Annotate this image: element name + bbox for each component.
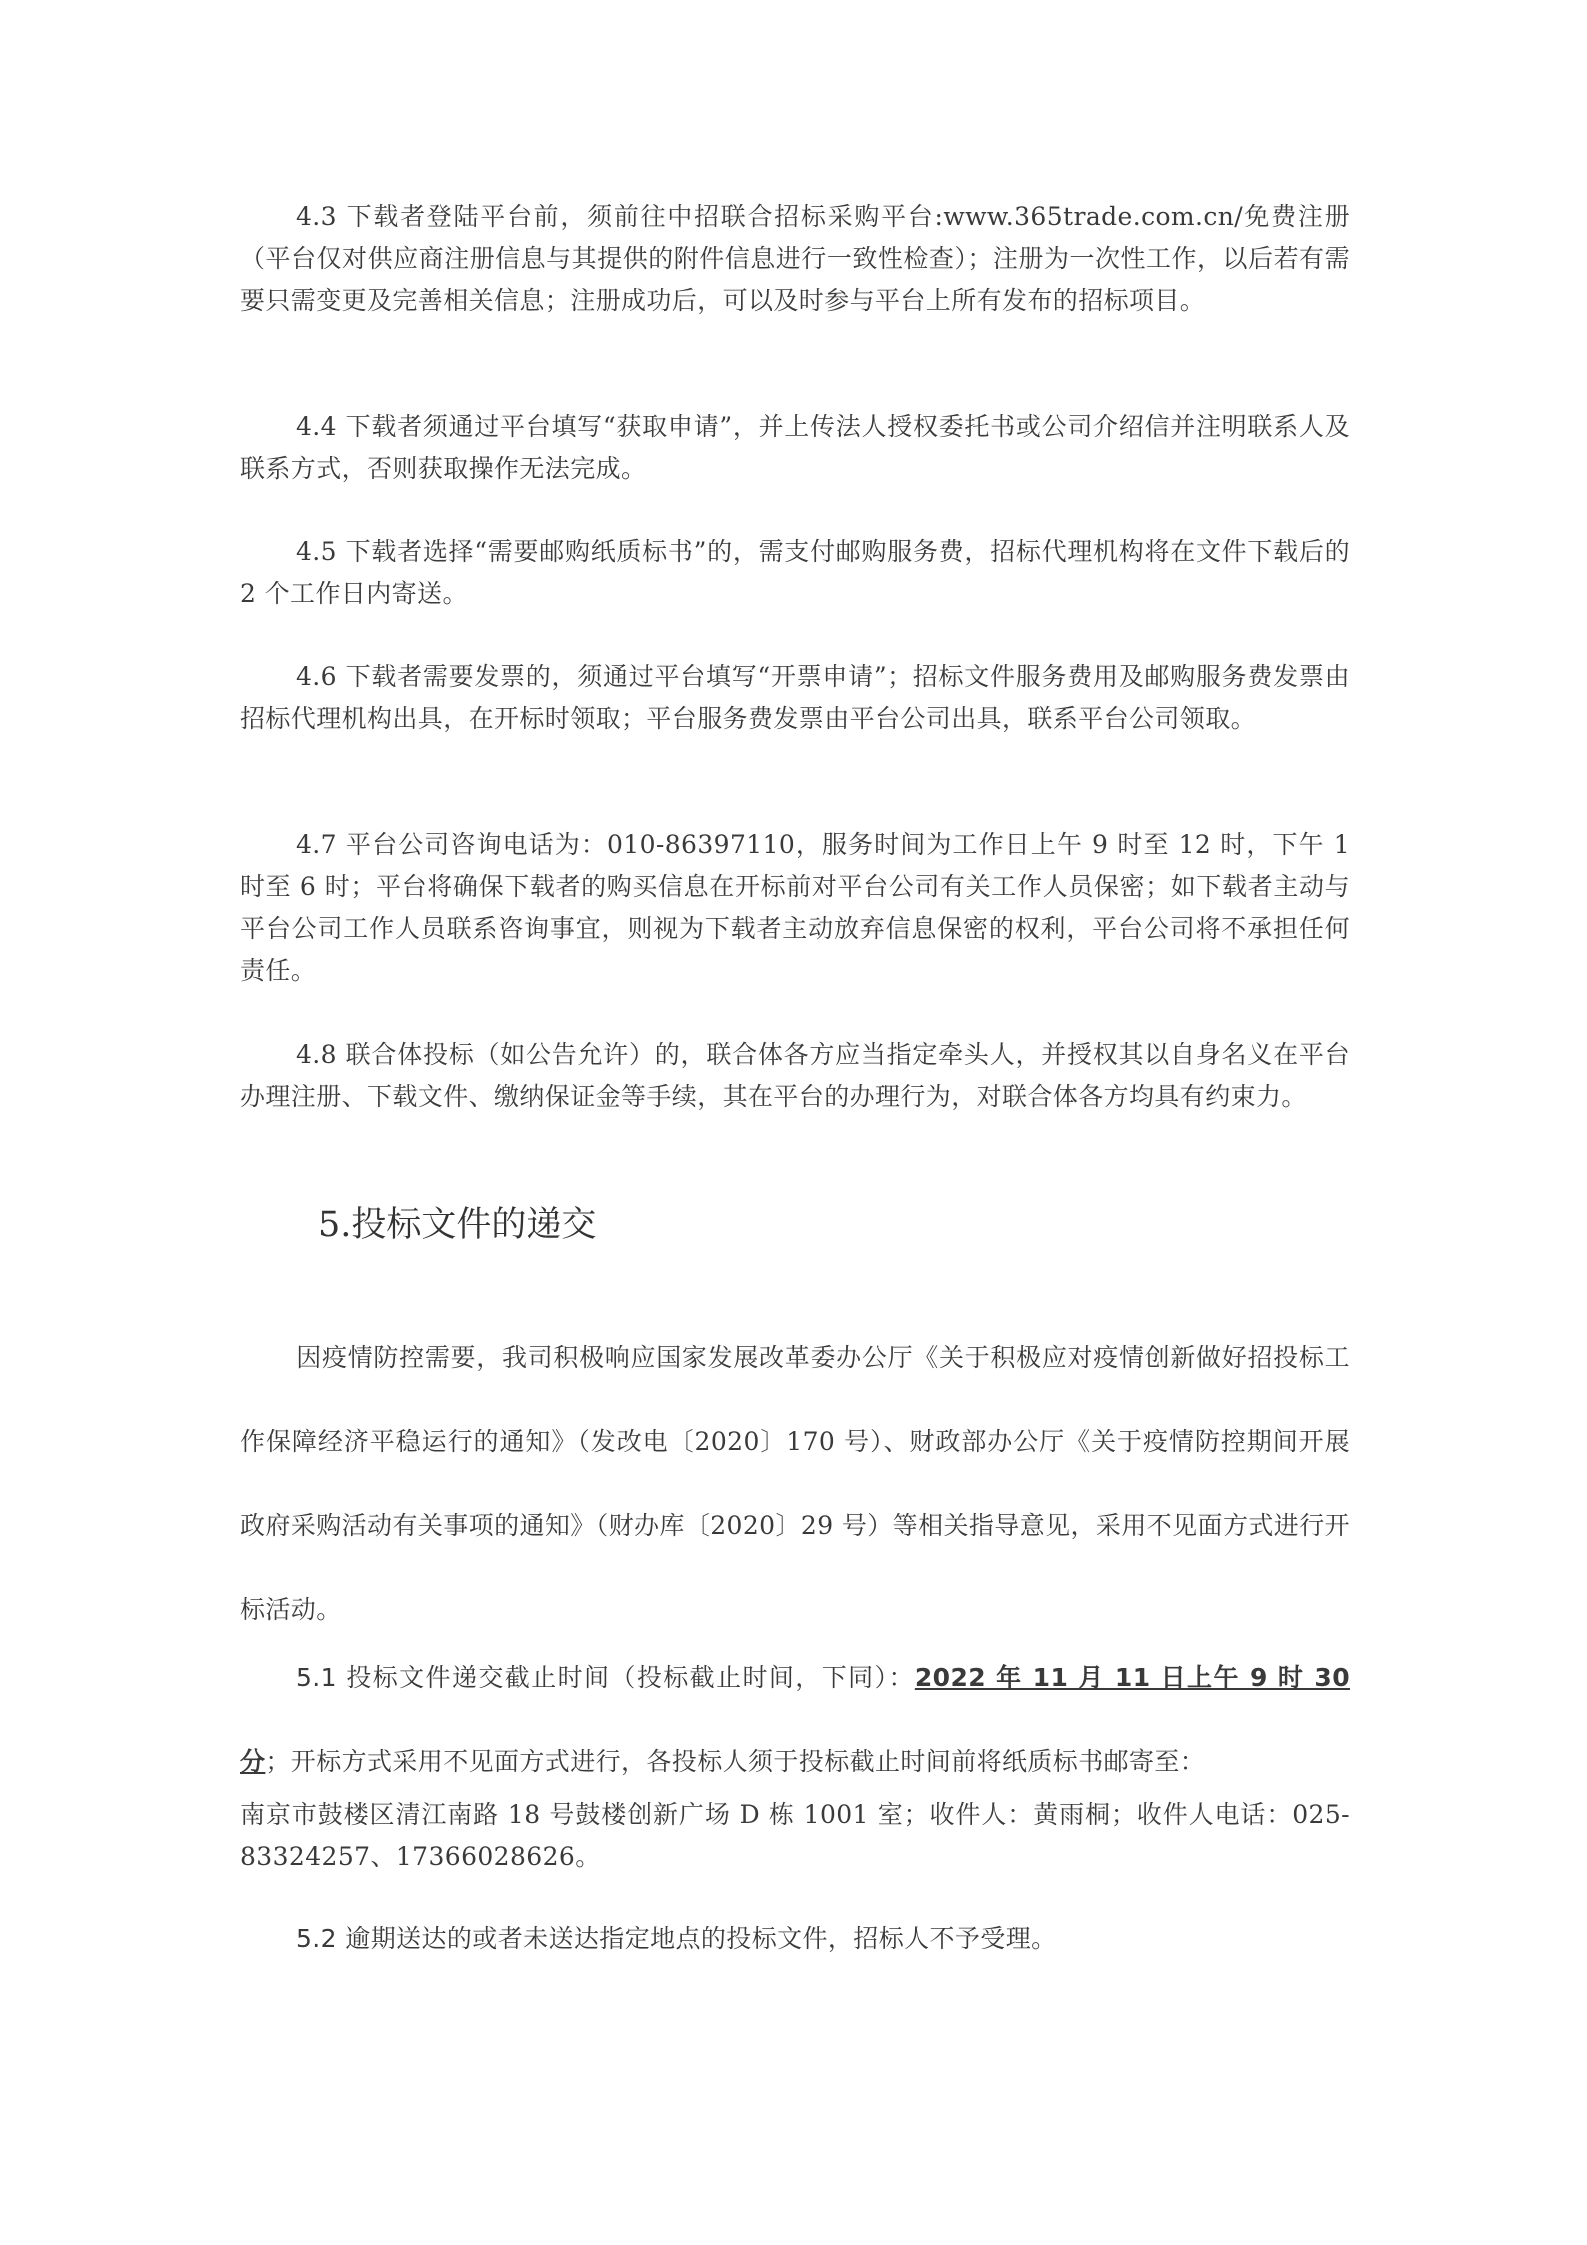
paragraph-5-2-text: 5.2 逾期送达的或者未送达指定地点的投标文件，招标人不予受理。	[296, 1924, 1057, 1953]
paragraph-5-intro-text: 因疫情防控需要，我司积极响应国家发展改革委办公厅《关于积极应对疫情创新做好招投标工作保障经济平稳运行的通知》（发改电〔2020〕170 号）、财政部办公厅《关于疫情防控期间开展政府采购活动有关事项的通知》（财办库〔2020〕29 号）等相关指导意见，采用不见面方式进行开标活动。	[240, 1343, 1350, 1624]
paragraph-5-1	[240, 1636, 1350, 1804]
mailing-address	[240, 1794, 1350, 1878]
paragraph-5-2	[240, 1918, 1350, 1960]
section-5-heading: 5.投标文件的递交	[318, 1205, 597, 1245]
mailing-address-text: 南京市鼓楼区清江南路 18 号鼓楼创新广场 D 栋 1001 室；收件人：黄雨桐；收件人电话：025-83324257、17366028626。	[240, 1800, 1350, 1871]
paragraph-5-1-suffix: ；开标方式采用不见面方式进行，各投标人须于投标截止时间前将纸质标书邮寄至：	[265, 1747, 1206, 1776]
submission-deadline: 2022 年 11 月 11 日上午 9 时 30 分	[240, 1663, 1350, 1776]
paragraph-4-3-text: 4.3 下载者登陆平台前，须前往中招联合招标采购平台:www.365trade.com.cn/免费注册（平台仅对供应商注册信息与其提供的附件信息进行一致性检查）；注册为一次性工作，以后若有需要只需变更及完善相关信息；注册成功后，可以及时参与平台上所有发布的招标项目。	[240, 202, 1350, 315]
paragraph-4-6	[240, 656, 1350, 740]
paragraph-4-4-text: 4.4 下载者须通过平台填写“获取申请”，并上传法人授权委托书或公司介绍信并注明联系人及联系方式，否则获取操作无法完成。	[240, 412, 1350, 483]
paragraph-5-1-prefix: 5.1 投标文件递交截止时间（投标截止时间，下同）：	[296, 1663, 915, 1692]
paragraph-4-7-text: 4.7 平台公司咨询电话为：010-86397110，服务时间为工作日上午 9 时至 12 时，下午 1 时至 6 时；平台将确保下载者的购买信息在开标前对平台公司有关工作人员保密；如下载者主动与平台公司工作人员联系咨询事宜，则视为下载者主动放弃信息保密的权利，平台公司将不承担任何责任。	[240, 830, 1350, 985]
paragraph-4-8	[240, 1034, 1350, 1118]
paragraph-4-3	[240, 196, 1350, 322]
paragraph-4-7	[240, 824, 1350, 992]
paragraph-4-5	[240, 531, 1350, 615]
paragraph-4-5-text: 4.5 下载者选择“需要邮购纸质标书”的，需支付邮购服务费，招标代理机构将在文件下载后的 2 个工作日内寄送。	[240, 537, 1350, 608]
paragraph-4-4	[240, 406, 1350, 490]
paragraph-4-8-text: 4.8 联合体投标（如公告允许）的，联合体各方应当指定牵头人，并授权其以自身名义在平台办理注册、下载文件、缴纳保证金等手续，其在平台的办理行为，对联合体各方均具有约束力。	[240, 1040, 1350, 1111]
paragraph-5-intro	[240, 1316, 1350, 1652]
paragraph-4-6-text: 4.6 下载者需要发票的，须通过平台填写“开票申请”；招标文件服务费用及邮购服务费发票由招标代理机构出具，在开标时领取；平台服务费发票由平台公司出具，联系平台公司领取。	[240, 662, 1350, 733]
